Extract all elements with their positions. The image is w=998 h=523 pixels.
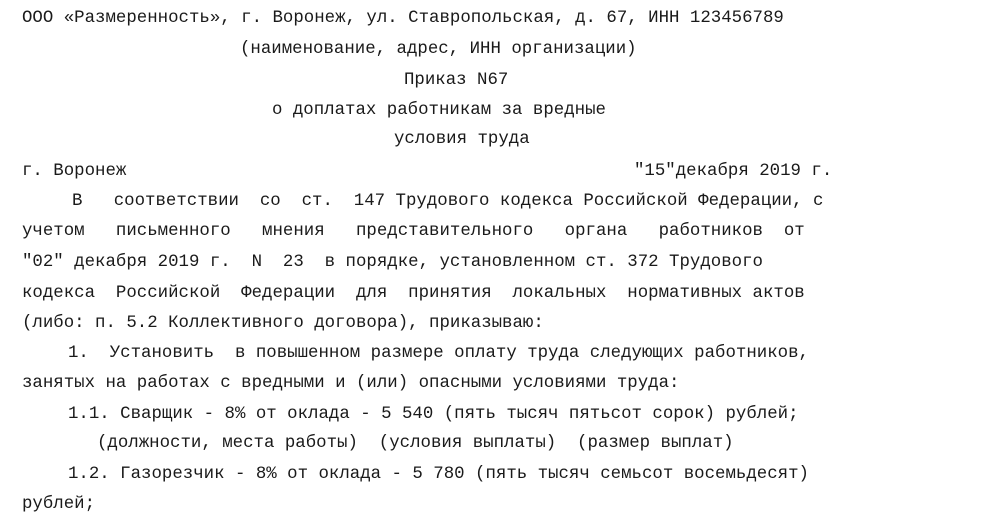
body-line-3: "02" декабря 2019 г. N 23 в порядке, установленном ст. 372 Трудового (22, 253, 763, 272)
item-1-2: 1.2. Газорезчик - 8% от оклада - 5 780 (пять тысяч семьсот восемьдесят) (68, 465, 809, 484)
body-line-5: (либо: п. 5.2 Коллективного договора), приказываю: (22, 314, 544, 333)
organization-header-caption: (наименование, адрес, ИНН организации) (240, 40, 637, 59)
item-1-2-continuation: рублей; (22, 495, 96, 514)
item-1-line-2: занятых на работах с вредными и (или) опасными условиями труда: (22, 374, 680, 393)
order-subject-line-2: условия труда (394, 130, 530, 149)
body-line-4: кодекса Российской Федерации для принятия локальных нормативных актов (22, 284, 805, 303)
organization-header: ООО «Размеренность», г. Воронеж, ул. Ставропольская, д. 67, ИНН 123456789 (22, 9, 784, 28)
item-1-line-1: 1. Установить в повышенном размере оплату труда следующих работников, (68, 344, 809, 363)
item-1-1-caption: (должности, места работы) (условия выплаты) (размер выплат) (97, 434, 734, 453)
order-city: г. Воронеж (22, 162, 127, 181)
order-subject-line-1: о доплатах работникам за вредные (272, 101, 606, 120)
order-date: "15"декабря 2019 г. (634, 162, 833, 181)
body-line-2: учетом письменного мнения представительного органа работников от (22, 222, 805, 241)
body-line-1: В соответствии со ст. 147 Трудового кодекса Российской Федерации, с (72, 192, 824, 211)
item-1-1: 1.1. Сварщик - 8% от оклада - 5 540 (пять тысяч пятьсот сорок) рублей; (68, 405, 799, 424)
order-title: Приказ N67 (404, 71, 509, 90)
